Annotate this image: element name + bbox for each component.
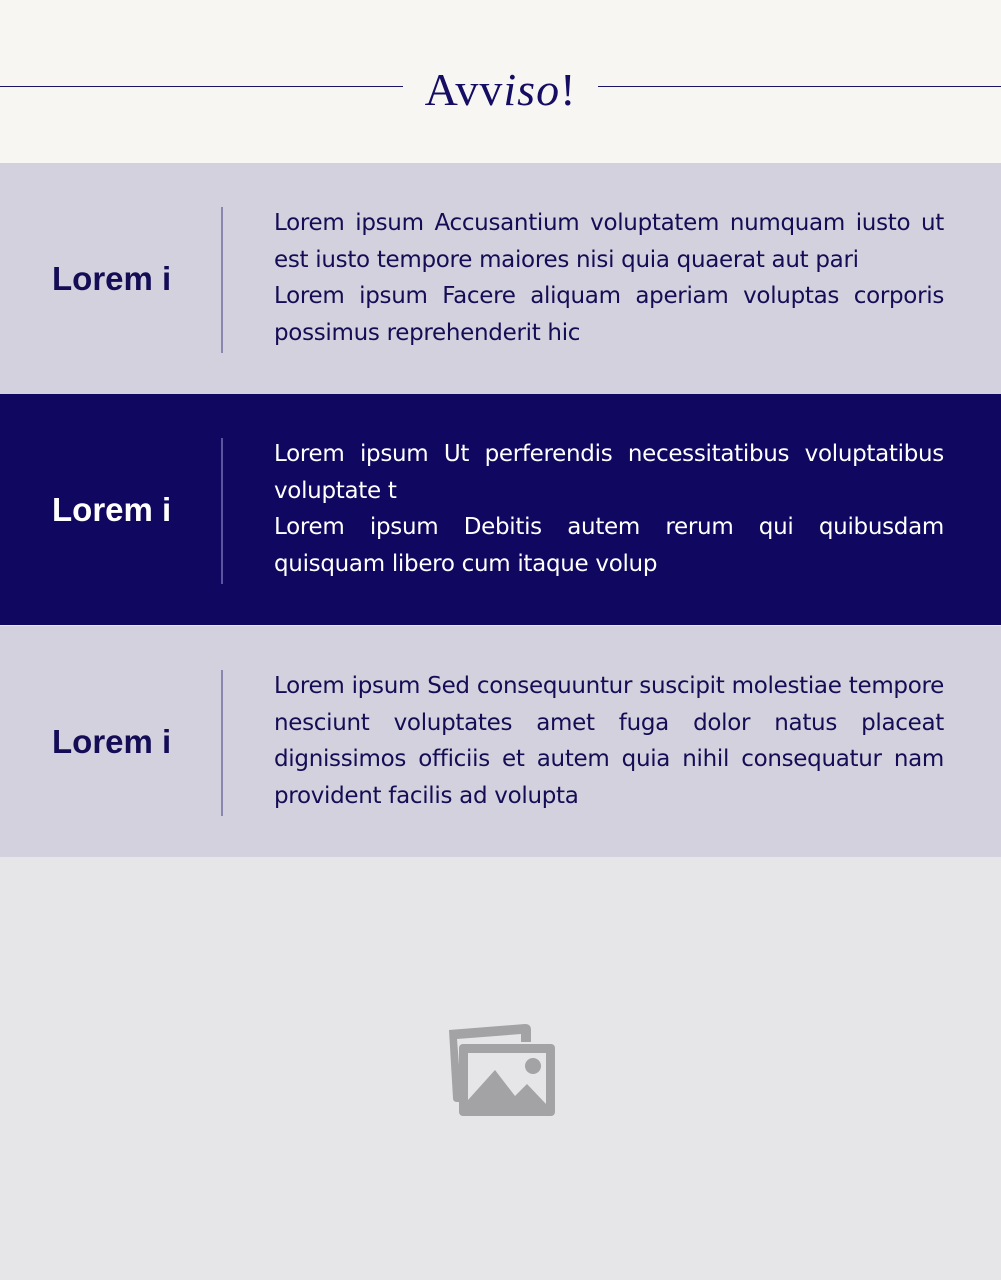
row-label: Lorem i [52, 722, 172, 760]
info-row [0, 394, 1001, 625]
row-paragraph: Lorem ipsum Ut perferendis necessitatibus voluptatibus voluptate t [274, 441, 944, 504]
row-text [274, 436, 944, 582]
info-row [0, 626, 1001, 857]
title-part: ! [560, 64, 577, 115]
divider [221, 207, 223, 353]
row-label: Lorem i [52, 490, 172, 528]
row-label: Lorem i [52, 259, 172, 297]
row-paragraph: Lorem ipsum Debitis autem rerum qui quibusdam quisquam libero cum itaque volup [274, 514, 944, 577]
header [0, 0, 1001, 163]
title-part: Avv [424, 64, 504, 115]
divider [221, 670, 223, 816]
info-row [0, 163, 1001, 394]
title-part-italic: iso [503, 64, 561, 115]
row-paragraph: Lorem ipsum Sed consequuntur suscipit molestiae tempore nesciunt voluptates amet fuga dolor natus placeat dignissimos officiis et autem quia nihil consequatur nam provident facilis ad volupta [274, 673, 944, 809]
image-icon [445, 1020, 557, 1123]
row-paragraph: Lorem ipsum Accusantium voluptatem numquam iusto ut est iusto tempore maiores nisi quia quaerat aut pari [274, 210, 944, 273]
row-paragraph: Lorem ipsum Facere aliquam aperiam voluptas corporis possimus reprehenderit hic [274, 283, 944, 346]
divider [221, 438, 223, 584]
row-text [274, 668, 944, 814]
row-text [274, 205, 944, 351]
page-title [0, 62, 1001, 118]
